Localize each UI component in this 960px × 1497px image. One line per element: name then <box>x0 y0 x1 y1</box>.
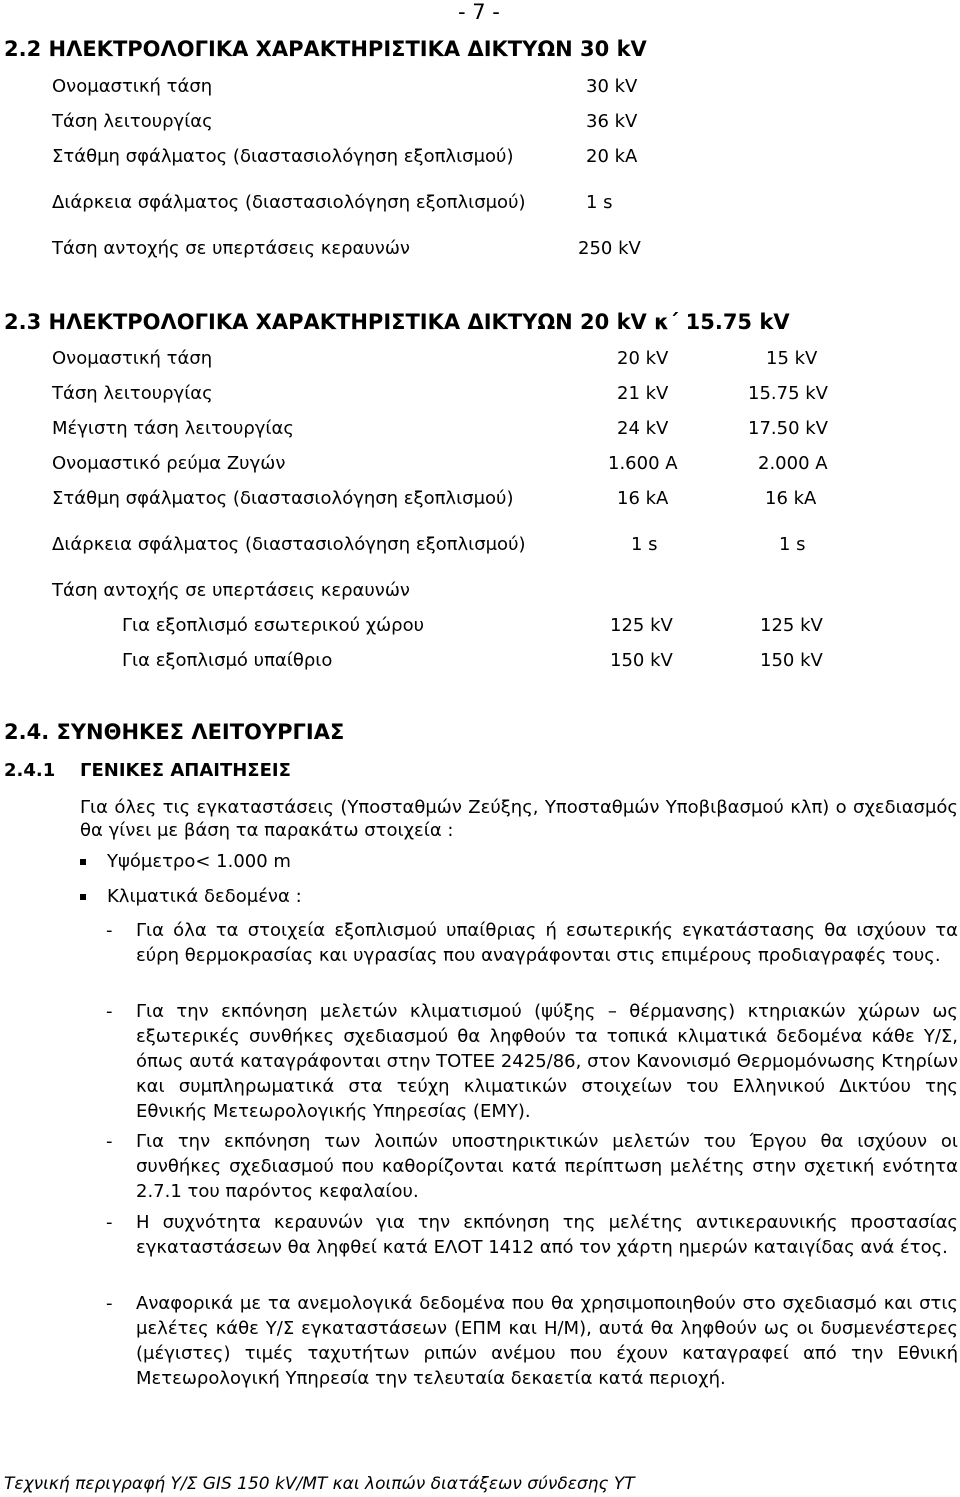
s23-value-20kv: 20 kV <box>617 348 669 369</box>
dash-item-text: Για την εκπόνηση των λοιπών υποστηρικτικών μελετών του Έργου θα ισχύουν οι συνθήκες σχεδιασμού που καθορίζονται κατά περίπτωση μελέτης στην σχετική ενότητα 2.7.1 του παρόντος κεφαλαίου. <box>136 1131 958 1202</box>
s22-value: 36 kV <box>586 111 638 132</box>
s23-sublabel: Για εξοπλισμό εσωτερικού χώρου <box>122 615 425 636</box>
s22-label: Στάθμη σφάλματος (διαστασιολόγηση εξοπλισμού) <box>52 146 514 167</box>
s23-value-20kv: 150 kV <box>610 650 673 671</box>
dash-item-text: Αναφορικά με τα ανεμολογικά δεδομένα που θα χρησιμοποιηθούν στο σχεδιασμό και στις μελέτες κάθε Υ/Σ εγκαταστάσεων (ΕΠΜ και Η/Μ), αυτά θα ληφθούν ως οι δυσμενέστερες (μέγιστες) τιμές ταχυτήτων ριπών ανέμου που έχουν καταγραφεί από την Εθνική Μετεωρολογική Υπηρεσία την τελευταία δεκαετία κατά περιοχή. <box>136 1293 958 1389</box>
s22-value: 250 kV <box>578 238 641 259</box>
dash-list-item <box>106 1291 958 1391</box>
subsection-number: 2.4.1 <box>4 760 56 781</box>
s23-label: Τάση λειτουργίας <box>52 383 213 404</box>
intro-paragraph: Για όλες τις εγκαταστάσεις (Υποσταθμών Ζεύξης, Υποσταθμών Υποβιβασμού κλπ) ο σχεδιασμός θα γίνει με βάση τα παρακάτω στοιχεία : <box>80 797 958 841</box>
bullet-item <box>80 851 291 872</box>
dash-list-item <box>106 918 958 968</box>
dash-list-item <box>106 999 958 1124</box>
s23-value-20kv: 1 s <box>631 534 658 555</box>
s23-value-20kv: 24 kV <box>617 418 669 439</box>
bullet-item <box>80 886 302 907</box>
page-footer: Τεχνική περιγραφή Υ/Σ GIS 150 kV/MT και λοιπών διατάξεων σύνδεσης ΥΤ <box>4 1474 635 1494</box>
s22-value: 1 s <box>586 192 613 213</box>
s23-label: Στάθμη σφάλματος (διαστασιολόγηση εξοπλισμού) <box>52 488 514 509</box>
s23-value-15kv: 15.75 kV <box>748 383 828 404</box>
s22-label: Διάρκεια σφάλματος (διαστασιολόγηση εξοπλισμού) <box>52 192 526 213</box>
s23-value-15kv: 2.000 A <box>758 453 828 474</box>
s23-value-20kv: 21 kV <box>617 383 669 404</box>
s23-value-20kv: 16 kA <box>617 488 669 509</box>
dash-list-item <box>106 1210 958 1260</box>
dash-item-text: Για την εκπόνηση μελετών κλιματισμού (ψύξης – θέρμανσης) κτηριακών χώρων ως εξωτερικές συνθήκες σχεδιασμού θα ληφθούν τα τοπικά κλιματικά δεδομένα κάθε Υ/Σ, όπως αυτά καταγράφονται στην ΤΟΤΕΕ 2425/86, στον Κανονισμό Θερμομόνωσης Κτηρίων και συμπληρωματικά στα τεύχη κλιματικών στοιχείων του Ελληνικού Δικτύου της Εθνικής Μετεωρολογικής Υπηρεσίας (ΕΜΥ). <box>136 1001 958 1122</box>
bullet-text: Υψόμετρο< 1.000 m <box>107 851 291 872</box>
section-2-4-title: 2.4. ΣΥΝΘΗΚΕΣ ΛΕΙΤΟΥΡΓΙΑΣ <box>4 720 345 744</box>
s23-value-15kv: 125 kV <box>760 615 823 636</box>
s23-label: Μέγιστη τάση λειτουργίας <box>52 418 294 439</box>
s23-value-15kv: 15 kV <box>766 348 818 369</box>
subsection-title: ΓΕΝΙΚΕΣ ΑΠΑΙΤΗΣΕΙΣ <box>80 760 291 781</box>
dash-marker: - <box>106 1001 113 1022</box>
dash-item-text: Για όλα τα στοιχεία εξοπλισμού υπαίθριας ή εσωτερικής εγκατάστασης θα ισχύουν τα εύρη θερμοκρασίας και υγρασίας που αναγράφονται στις επιμέρους προδιαγραφές τους. <box>136 920 958 966</box>
s23-label: Ονομαστικό ρεύμα Ζυγών <box>52 453 286 474</box>
s22-value: 20 kA <box>586 146 638 167</box>
s22-value: 30 kV <box>586 76 638 97</box>
s22-label: Ονομαστική τάση <box>52 76 213 97</box>
square-bullet-icon <box>80 894 86 900</box>
square-bullet-icon <box>80 859 86 865</box>
s23-value-20kv: 1.600 A <box>608 453 678 474</box>
s23-label: Διάρκεια σφάλματος (διαστασιολόγηση εξοπλισμού) <box>52 534 526 555</box>
dash-list-item <box>106 1129 958 1204</box>
s22-label: Τάση λειτουργίας <box>52 111 213 132</box>
section-2-2-title: 2.2 ΗΛΕΚΤΡΟΛΟΓΙΚΑ ΧΑΡΑΚΤΗΡΙΣΤΙΚΑ ΔΙΚΤΥΩΝ 30 kV <box>4 37 647 61</box>
dash-marker: - <box>106 920 113 941</box>
s23-label: Ονομαστική τάση <box>52 348 213 369</box>
s22-label: Τάση αντοχής σε υπερτάσεις κεραυνών <box>52 238 410 259</box>
s23-value-15kv: 150 kV <box>760 650 823 671</box>
s23-value-15kv: 17.50 kV <box>748 418 828 439</box>
s23-value-15kv: 1 s <box>779 534 806 555</box>
s23-value-20kv: 125 kV <box>610 615 673 636</box>
dash-marker: - <box>106 1293 113 1314</box>
s23-value-15kv: 16 kA <box>765 488 817 509</box>
dash-item-text: Η συχνότητα κεραυνών για την εκπόνηση της μελέτης αντικεραυνικής προστασίας εγκαταστάσεων θα ληφθεί κατά ΕΛΟΤ 1412 από τον χάρτη ημερών καταιγίδας ανά έτος. <box>136 1212 958 1258</box>
s23-sublabel: Για εξοπλισμό υπαίθριο <box>122 650 333 671</box>
page-number: - 7 - <box>458 0 500 24</box>
bullet-text: Κλιματικά δεδομένα : <box>107 886 302 907</box>
section-2-3-title: 2.3 ΗΛΕΚΤΡΟΛΟΓΙΚΑ ΧΑΡΑΚΤΗΡΙΣΤΙΚΑ ΔΙΚΤΥΩΝ 20 kV κ΄ 15.75 kV <box>4 310 790 334</box>
dash-marker: - <box>106 1212 113 1233</box>
dash-marker: - <box>106 1131 113 1152</box>
s23-label: Τάση αντοχής σε υπερτάσεις κεραυνών <box>52 580 410 601</box>
